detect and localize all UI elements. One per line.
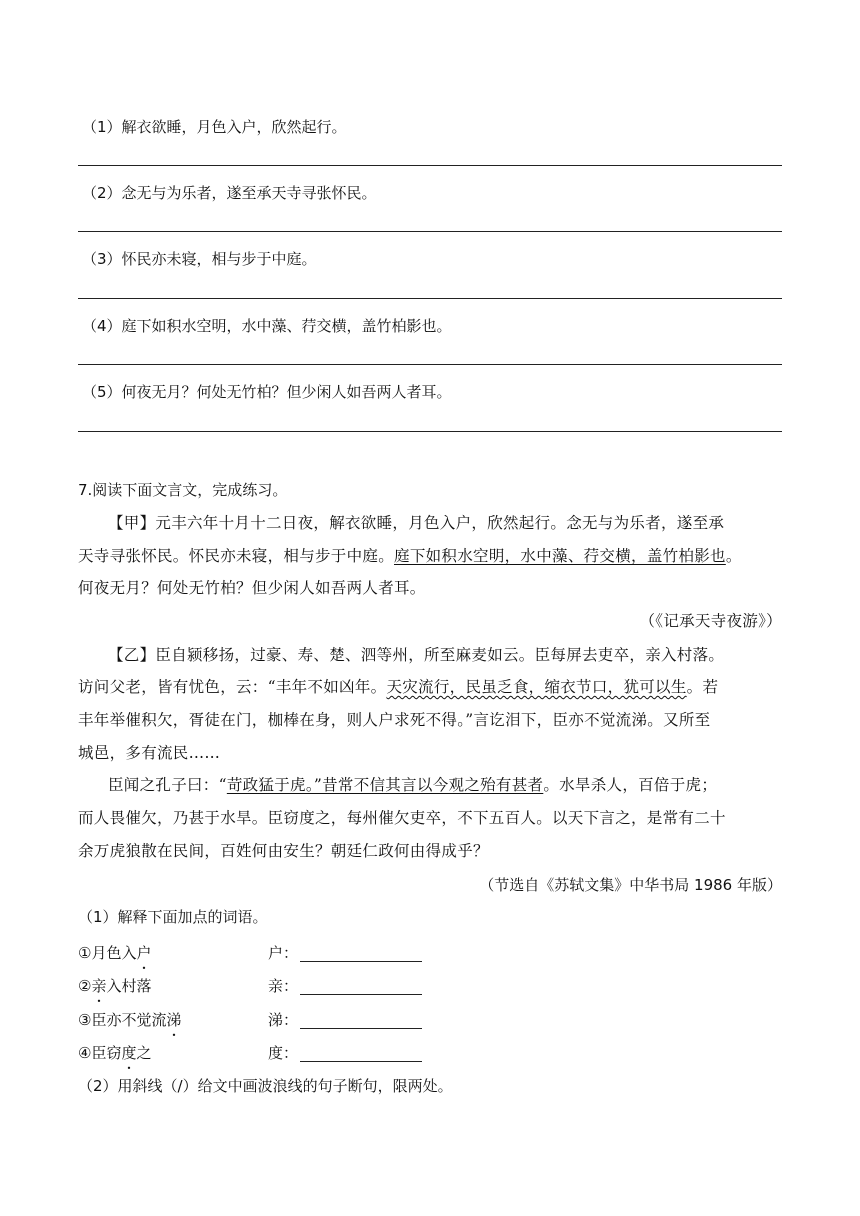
dotted-char: 户 — [136, 944, 152, 962]
passage-jia-line-2: 天寺寻张怀民。怀民亦未寝，相与步于中庭。庭下如积水空明，水中藻、荇交横，盖竹柏影也。 — [78, 547, 742, 565]
vocab-answer-4: 度： — [268, 1042, 422, 1063]
vocab-item-3: ③臣亦不觉流涕 — [78, 1011, 182, 1029]
passage-jia-line-3: 何夜无月？何处无竹柏？但少闲人如吾两人者耳。 — [78, 579, 426, 597]
question-7-heading: 7.阅读下面文言文，完成练习。 — [78, 481, 288, 499]
passage-yi-line-7: 余万虎狼散在民间，百姓何由安生？朝廷仁政何由得成乎？ — [78, 842, 489, 860]
passage-yi-source: （节选自《苏轼文集》中华书局 1986 年版） — [479, 876, 782, 894]
dotted-char: 涕 — [166, 1011, 182, 1029]
underlined-sentence-jia: 庭下如积水空明，水中藻、荇交横，盖竹柏影也 — [394, 547, 726, 565]
passage-yi-line-3: 丰年举催积欠，胥徒在门，枷棒在身，则人户求死不得。”言讫泪下，臣亦不觉流涕。又所至 — [78, 711, 711, 729]
passage-jia-source: （《记承天寺夜游》） — [639, 612, 782, 630]
passage-jia-line-1: 【甲】元丰六年十月十二日夜，解衣欲睡，月色入户，欣然起行。念无与为乐者，遂至承 — [108, 514, 725, 532]
answer-line-2 — [78, 231, 782, 232]
answer-blank-3[interactable] — [300, 1012, 422, 1029]
dotted-char: 亲 — [91, 977, 107, 995]
vocab-item-1: ①月色入户 — [78, 944, 152, 962]
translation-item-1: （1）解衣欲睡，月色入户，欣然起行。 — [82, 118, 347, 136]
sub-question-1-prompt: （1）解释下面加点的词语。 — [78, 908, 268, 926]
answer-blank-2[interactable] — [300, 978, 422, 995]
answer-line-1 — [78, 165, 782, 166]
vocab-item-4: ④臣窃度之 — [78, 1044, 152, 1062]
answer-blank-1[interactable] — [300, 945, 422, 962]
vocab-item-2: ②亲入村落 — [78, 977, 152, 995]
passage-yi-line-4: 城邑，多有流民…… — [78, 744, 221, 762]
answer-blank-4[interactable] — [300, 1045, 422, 1062]
vocab-answer-3: 涕： — [268, 1009, 422, 1030]
passage-yi-line-5: 臣闻之孔子曰：“苛政猛于虎。”昔常不信其言以今观之殆有甚者。水旱杀人，百倍于虎； — [108, 776, 718, 794]
wavy-sentence-1: 天灾流行，民虽乏食，缩衣节口，犹可以生 — [386, 678, 687, 696]
translation-item-2: （2）念无与为乐者，遂至承天寺寻张怀民。 — [82, 184, 377, 202]
translation-item-3: （3）怀民亦未寝，相与步于中庭。 — [82, 250, 317, 268]
translation-item-5: （5）何夜无月？何处无竹柏？但少闲人如吾两人者耳。 — [82, 383, 452, 401]
vocab-answer-2: 亲： — [268, 975, 422, 996]
answer-line-4 — [78, 364, 782, 365]
passage-yi-line-2: 访问父老，皆有忧色，云：“丰年不如凶年。天灾流行，民虽乏食，缩衣节口，犹可以生。若 — [78, 678, 719, 696]
underlined-sentence-yi: 苛政猛于虎。”昔常不信其言以今观之殆有甚者 — [226, 776, 544, 794]
dotted-char: 度 — [121, 1044, 137, 1062]
vocab-answer-1: 户： — [268, 942, 422, 963]
passage-yi-line-1: 【乙】臣自颍移扬，过豪、寿、楚、泗等州，所至麻麦如云。臣每屏去吏卒，亲入村落。 — [108, 646, 725, 664]
sub-question-2-prompt: （2）用斜线（/）给文中画波浪线的句子断句，限两处。 — [78, 1077, 453, 1095]
answer-line-3 — [78, 298, 782, 299]
translation-item-4: （4）庭下如积水空明，水中藻、荇交横，盖竹柏影也。 — [82, 317, 452, 335]
answer-line-5 — [78, 431, 782, 432]
passage-yi-line-6: 而人畏催欠，乃甚于水旱。臣窃度之，每州催欠吏卒，不下五百人。以天下言之，是常有二十 — [78, 809, 726, 827]
